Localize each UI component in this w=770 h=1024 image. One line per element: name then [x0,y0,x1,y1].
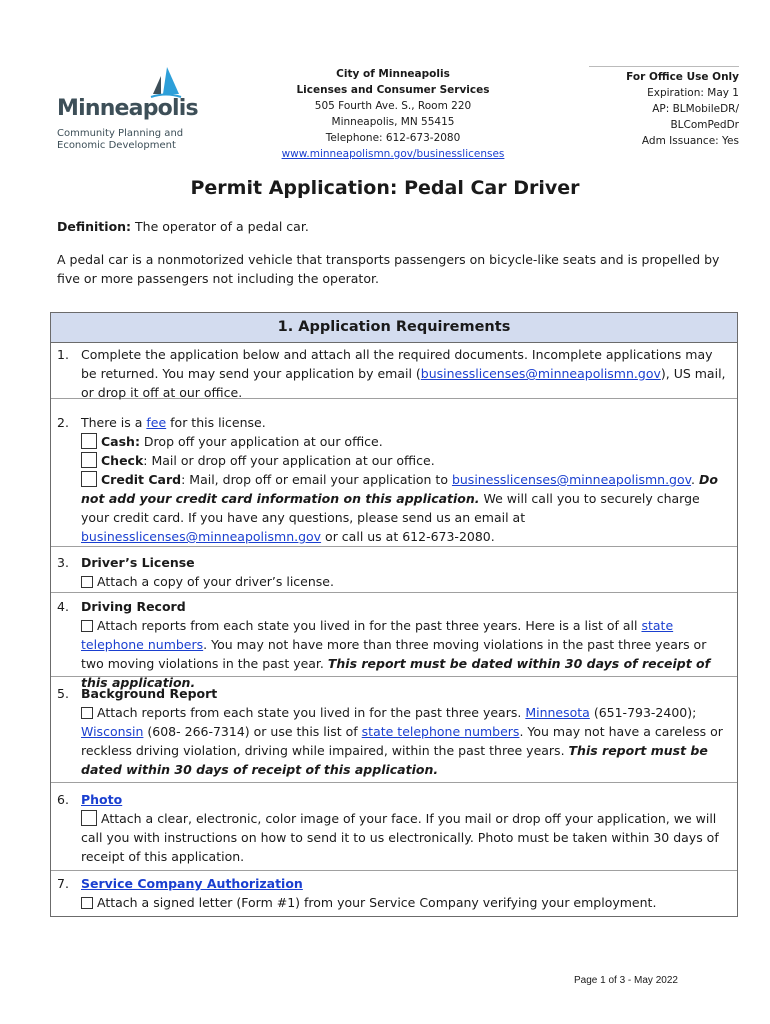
row-warning: This report must be dated within 30 days of receipt of this application. [81,743,708,777]
cash-label: Cash: [101,434,140,449]
intro-paragraph: A pedal car is a nonmotorized vehicle that transports passengers on bicycle-like seats and is propelled by five or more passengers not including the operator. [57,252,720,286]
page-footer: Page 1 of 3 - May 2022 [574,975,678,986]
credit-card-text: . [691,472,699,487]
logo-subtitle-line2: Economic Development [57,140,176,151]
email-link[interactable]: businesslicenses@minneapolismn.gov [451,472,692,487]
row-number: 3. [57,555,69,570]
credit-card-text: : Mail, drop off or email your application to [181,472,452,487]
row-text: for this license. [166,415,266,430]
row-text: ), US mail, or drop it off at our office. [81,366,726,400]
credit-card-text: or call us at 612-673-2080. [321,529,495,544]
street-address: 505 Fourth Ave. S., Room 220 [314,100,472,112]
website-link[interactable]: www.minneapolismn.gov/businesslicenses [281,148,505,160]
state-telephone-link[interactable]: state telephone numbers [361,724,520,739]
city-state-zip: Minneapolis, MN 55415 [331,116,455,128]
section-heading: 1. Application Requirements [51,313,737,343]
service-company-checkbox[interactable] [81,897,93,909]
adm-issuance: Adm Issuance: Yes [641,135,739,147]
drivers-license-checkbox[interactable] [81,576,93,588]
row-text: Attach reports from each state you lived in for the past three years. Here is a list of all [97,618,642,633]
definition [57,219,309,234]
row-title: Background Report [81,686,218,701]
definition-text: The operator of a pedal car. [131,219,309,234]
row-text: . You may not have more than three moving violations in the past three years or two moving violations in the past year. [81,637,707,671]
driving-record-checkbox[interactable] [81,620,93,632]
requirement-row-2 [51,399,737,547]
sail-icon [149,66,183,100]
fee-link[interactable]: fee [146,415,167,430]
background-report-checkbox[interactable] [81,707,93,719]
credit-card-warning: Do not add your credit card information on this application. [81,472,718,506]
email-link[interactable]: businesslicenses@minneapolismn.gov [81,529,322,544]
credit-card-checkbox[interactable] [81,471,97,487]
requirement-row-6 [51,783,737,871]
office-use-block [589,66,739,149]
row-text: (651-793-2400); [589,705,697,720]
logo-wordmark: Minneapolis [57,96,198,121]
row-warning: This report must be dated within 30 days of receipt of this application. [81,656,711,690]
requirements-table [50,312,738,917]
office-address-block [270,66,516,162]
cash-checkbox[interactable] [81,433,97,449]
service-company-link[interactable]: Service Company Authorization [81,876,303,891]
row-number: 2. [57,415,69,430]
requirement-row-1 [51,343,737,399]
row-text: Attach reports from each state you lived in for the past three years. [97,705,526,720]
row-title: Driving Record [81,599,186,614]
row-text: Attach a clear, electronic, color image of your face. If you mail or drop off your application, we will call you with instructions on how to send it to us electronically. Photo must be taken within 30 days of receipt of this application. [81,811,719,864]
telephone: Telephone: 612-673-2080 [325,132,461,144]
requirement-row-4 [51,593,737,690]
minneapolis-logo [57,66,237,166]
email-link[interactable]: businesslicenses@minneapolismn.gov [420,366,661,381]
department-name: Licenses and Consumer Services [296,84,490,96]
row-title: Driver’s License [81,555,195,570]
check-text: : Mail or drop off your application at our office. [143,453,435,468]
credit-card-text: We will call you to securely charge your credit card. If you have any questions, please send us an email at [81,491,700,525]
ap-code: AP: BLMobileDR/ [652,103,739,115]
row-number: 7. [57,876,69,891]
requirement-row-5 [51,677,737,783]
minnesota-link[interactable]: Minnesota [525,705,590,720]
state-telephone-link[interactable]: state telephone numbers [81,618,674,652]
row-text: Complete the application below and attach all the required documents. Incomplete applications may be returned. You may send your application by email ( [81,347,713,381]
expiration: Expiration: May 1 [647,87,739,99]
ap-code-cont: BLComPedDr [670,119,739,131]
row-text: (608- 266-7314) or use this list of [143,724,362,739]
check-label: Check [101,453,144,468]
office-use-title: For Office Use Only [626,71,739,83]
wisconsin-link[interactable]: Wisconsin [81,724,144,739]
row-text: There is a [81,415,147,430]
logo-subtitle-line1: Community Planning and [57,128,184,139]
definition-label: Definition: [57,219,132,234]
page-title: Permit Application: Pedal Car Driver [190,177,580,199]
check-checkbox[interactable] [81,452,97,468]
row-number: 1. [57,347,69,362]
row-number: 6. [57,792,69,807]
row-text: Attach a copy of your driver’s license. [97,574,334,589]
requirement-row-3 [51,547,737,593]
row-text: . You may not have a careless or reckless driving violation, driving while impaired, within the past three years. [81,724,723,758]
photo-checkbox[interactable] [81,810,97,826]
row-text: Attach a signed letter (Form #1) from your Service Company verifying your employment. [97,895,657,910]
credit-card-label: Credit Card [101,472,182,487]
city-name: City of Minneapolis [336,68,450,80]
row-number: 5. [57,686,69,701]
photo-link[interactable]: Photo [81,792,123,807]
requirement-row-7 [51,871,737,916]
row-number: 4. [57,599,69,614]
cash-text: Drop off your application at our office. [139,434,383,449]
